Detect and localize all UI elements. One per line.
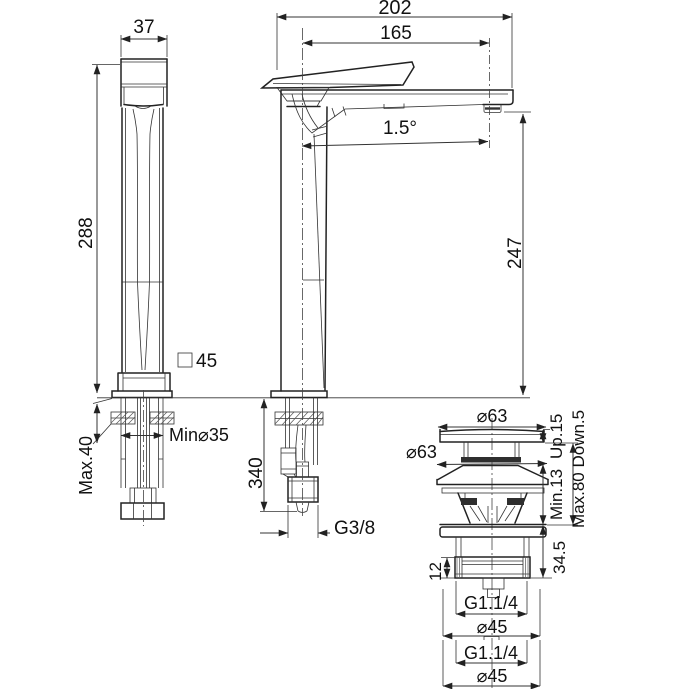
dim-label-flange-top: ⌀45 — [476, 617, 508, 637]
seal-ring — [461, 457, 521, 463]
dim-label-base-square: 45 — [196, 351, 218, 372]
dim-label-body-height: 288 — [76, 217, 97, 249]
dim-label-spout-angle: 1.5° — [382, 118, 418, 139]
dim-label-min-hole: Min⌀35 — [169, 425, 229, 445]
drain-view-dimensions — [406, 406, 588, 686]
dim-label-thread-bottom: G1.1/4 — [463, 643, 519, 663]
dim-label-flange-bottom: ⌀45 — [476, 666, 508, 686]
dim-label-body-height: 34.5 — [550, 540, 569, 574]
dim-label-hose-thread: G3/8 — [334, 518, 376, 539]
front-view-outline — [262, 28, 513, 516]
dim-label-thread-top: G1.1/4 — [463, 593, 519, 613]
dim-label-spout-reach: 165 — [380, 23, 412, 44]
dim-label-max-range: Max.80 Down.5 — [569, 409, 588, 528]
dim-label-max-deck-thickness: Max.40 — [76, 435, 96, 495]
side-view-outline — [111, 59, 174, 526]
dim-label-flange-diameter: ⌀63 — [406, 442, 437, 462]
dim-label-outlet-height: 247 — [505, 237, 526, 269]
dim-label-thread-height: 12 — [426, 562, 445, 581]
dim-label-min-gap: Min.13 — [547, 468, 566, 520]
square-symbol-icon — [178, 353, 192, 367]
dim-label-up-travel: Up.15 — [547, 413, 566, 459]
dim-label-hose-length: 340 — [246, 457, 267, 489]
dim-label-cap-diameter: ⌀63 — [476, 406, 508, 426]
side-view-dimensions — [76, 17, 229, 495]
dim-label-total-reach: 202 — [378, 0, 412, 19]
dim-label-handle-width: 37 — [133, 17, 155, 38]
